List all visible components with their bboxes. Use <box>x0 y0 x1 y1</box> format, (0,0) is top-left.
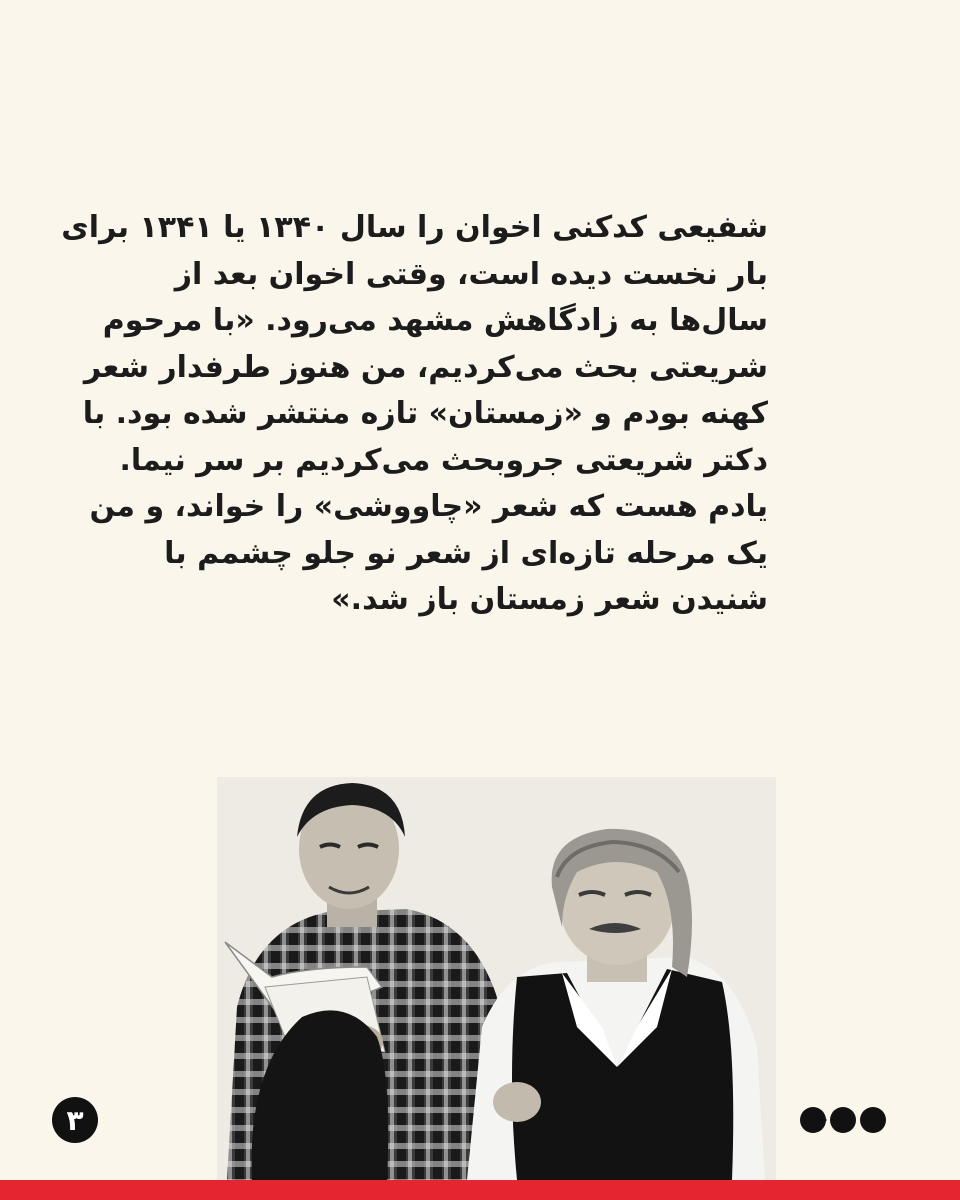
page-number: ۳ <box>66 1103 84 1137</box>
three-dots-icon <box>797 1104 889 1136</box>
page-number-badge <box>52 1097 98 1143</box>
article-line: شفیعی کدکنی اخوان را سال ۱۳۴۰ یا ۱۳۴۱ برای <box>61 210 768 245</box>
article-line: یک مرحله تازه‌ای از شعر نو جلو چشمم با <box>164 535 768 571</box>
bottom-accent-bar <box>0 1180 960 1200</box>
article-line: شنیدن شعر زمستان باز شد.» <box>331 582 768 617</box>
article-paragraph <box>61 205 768 624</box>
article-line: کهنه بودم و «زمستان» تازه منتشر شده بود. با <box>82 396 768 431</box>
archival-photo <box>217 777 776 1180</box>
article-line: بار نخست دیده است، وقتی اخوان بعد از <box>174 256 768 292</box>
photo-illustration <box>217 777 776 1180</box>
article-line: شریعتی بحث می‌کردیم، من هنوز طرفدار شعر <box>83 349 768 385</box>
article-line: یادم هست که شعر «چاووشی» را خواند، و من <box>89 489 768 524</box>
article-line: سال‌ها به زادگاهش مشهد می‌رود. «با مرحوم <box>102 303 768 338</box>
article-line: دکتر شریعتی جروبحث می‌کردیم بر سر نیما. <box>119 442 768 478</box>
